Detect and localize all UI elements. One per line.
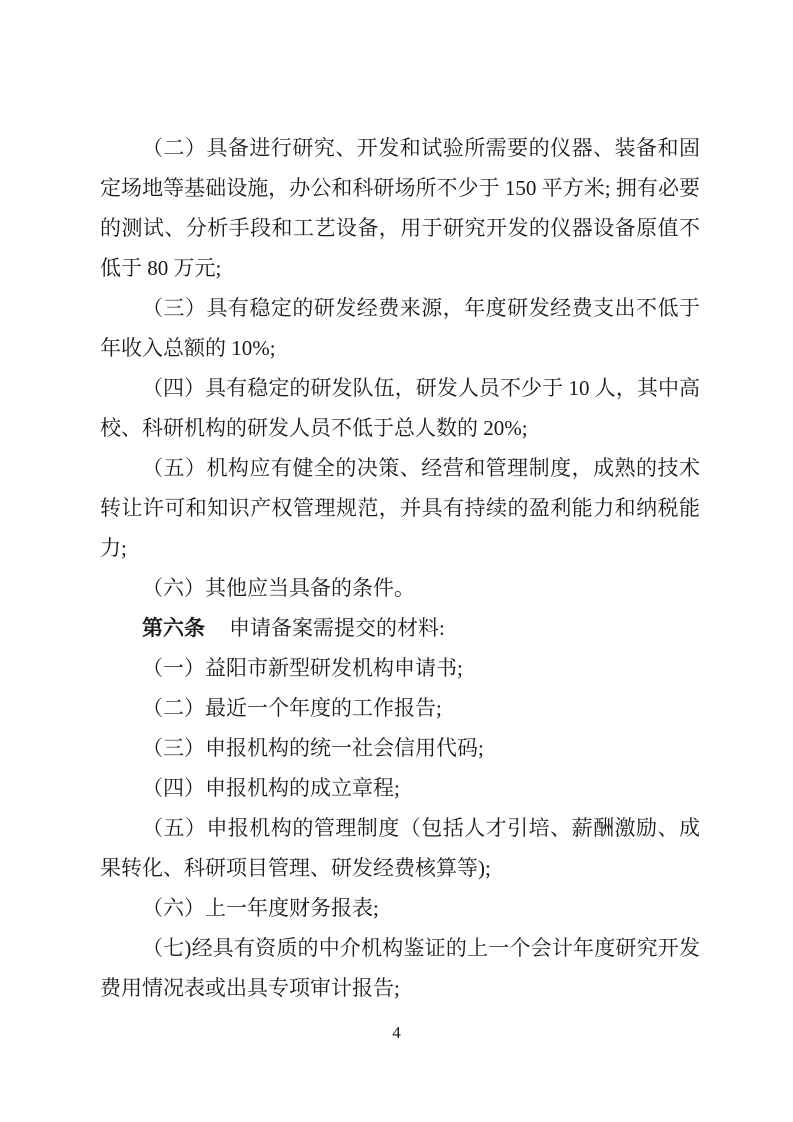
paragraph: （四）具有稳定的研发队伍，研发人员不少于 10 人，其中高校、科研机构的研发人员不低于总人数的 20%; [100,376,700,440]
paragraph: （一）益阳市新型研发机构申请书; [142,656,463,680]
paragraph: （七)经具有资质的中介机构鉴证的上一个会计年度研究开发费用情况表或出具专项审计报告; [100,936,700,1000]
page-number: 4 [392,1023,401,1042]
article-heading-paragraph [100,608,700,648]
paragraph: （五）机构应有健全的决策、经营和管理制度，成熟的技术转让许可和知识产权管理规范，并具有持续的盈利能力和纳税能力; [100,456,700,560]
paragraph: （二）具备进行研究、开发和试验所需要的仪器、装备和固定场地等基础设施，办公和科研场所不少于 150 平方米; 拥有必要的测试、分析手段和工艺设备，用于研究开发的仪器设备原值不低于 80 万元; [100,136,700,280]
article-title-text: 申请备案需提交的材料: [229,616,445,640]
article-number: 第六条 [142,616,205,640]
paragraph: （四）申报机构的成立章程; [142,776,400,800]
paragraph: （三）申报机构的统一社会信用代码; [142,736,484,760]
paragraph: （六）上一年度财务报表; [142,896,379,920]
paragraph: （五）申报机构的管理制度（包括人才引培、薪酬激励、成果转化、科研项目管理、研发经费核算等); [100,816,700,880]
document-body [100,128,700,1008]
paragraph: （二）最近一个年度的工作报告; [142,696,442,720]
paragraph: （六）其他应当具备的条件。 [142,576,415,600]
paragraph: （三）具有稳定的研发经费来源，年度研发经费支出不低于年收入总额的 10%; [100,296,700,360]
